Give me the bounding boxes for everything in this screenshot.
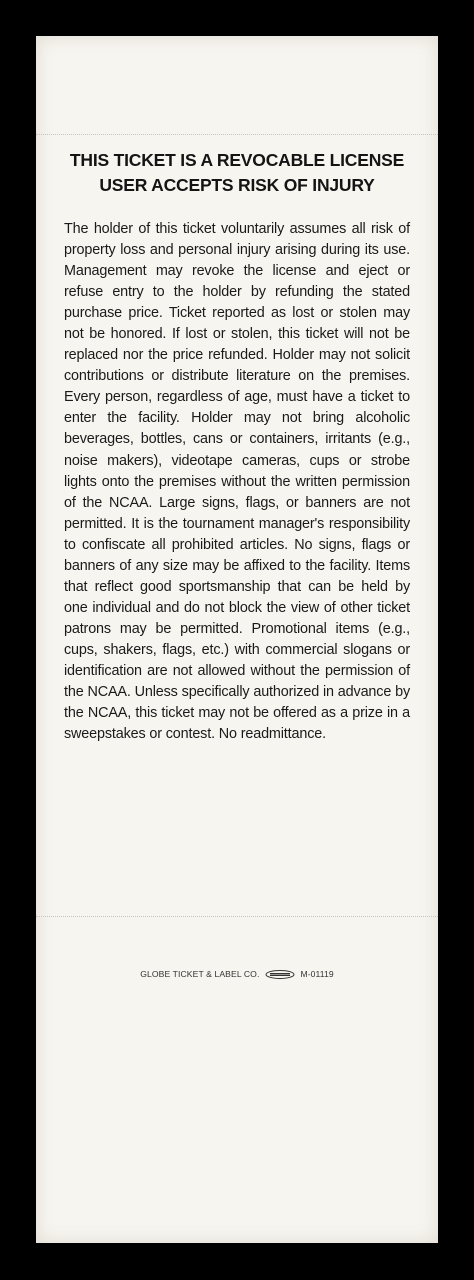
heading-line-2: USER ACCEPTS RISK OF INJURY xyxy=(99,175,375,195)
ticket-stub xyxy=(36,36,438,1243)
union-bug-icon xyxy=(265,970,295,979)
ticket-heading xyxy=(36,148,438,198)
printer-code: M-01119 xyxy=(300,969,334,979)
heading-line-1: THIS TICKET IS A REVOCABLE LICENSE xyxy=(69,150,405,170)
perforation-line-bottom xyxy=(36,916,438,917)
printer-imprint xyxy=(36,969,438,979)
terms-text: The holder of this ticket voluntarily assumes all risk of property loss and personal injury arising during its use. Management may revoke the license and eject or refuse entry to the holder by refunding the stated purchase price. Ticket reported as lost or stolen may not be honored. If lost or stolen, this ticket will not be replaced nor the price refunded. Holder may not solicit contributions or distribute literature on the premises. Every person, regardless of age, must have a ticket to enter the facility. Holder may not bring alcoholic beverages, bottles, cans or containers, irritants (e.g., noise makers), videotape cameras, cups or strobe lights onto the premises without the written permission of the NCAA. Large signs, flags, or banners are not permitted. It is the tournament manager's responsibility to confiscate all prohibited articles. No signs, flags or banners of any size may be affixed to the facility. Items that reflect good sportsmanship that can be held by one individual and do not block the view of other ticket patrons may be permitted. Promotional items (e.g., cups, shakers, flags, etc.) with commercial slogans or identification are not allowed without the permission of the NCAA. Unless specifically authorized in advance by the NCAA, this ticket may not be offered as a prize in a sweepstakes or contest. No readmittance. xyxy=(64,221,410,743)
perforation-line-top xyxy=(36,134,438,135)
printer-name: GLOBE TICKET & LABEL CO. xyxy=(140,969,260,979)
